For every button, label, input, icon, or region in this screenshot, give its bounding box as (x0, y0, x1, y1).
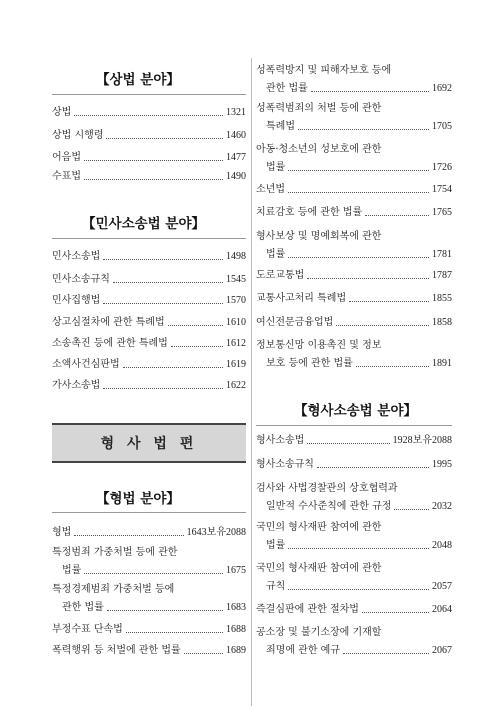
toc-entry[interactable]: 소년법 1754 (256, 184, 452, 195)
toc-entry[interactable]: 도로교통법 1787 (256, 270, 452, 281)
section-heading-civil-procedure: 【민사소송법 분야】 (82, 216, 205, 232)
toc-entry[interactable]: 성폭력방지 및 피해자보호 등에 관한 법률 1692 (256, 65, 452, 94)
toc-entry[interactable]: 수표법 1490 (52, 171, 246, 182)
toc-entry[interactable]: 아동·청소년의 성보호에 관한 법률 1726 (256, 144, 452, 173)
toc-entry[interactable]: 성폭력범죄의 처벌 등에 관한 특례법 1705 (256, 103, 452, 132)
part-title-criminal-law: 형 사 법 편 (52, 423, 246, 463)
toc-entry[interactable]: 소송촉진 등에 관한 특례법 1612 (52, 338, 246, 349)
toc-entry[interactable]: 국민의 형사재판 참여에 관한 법률 2048 (256, 522, 452, 551)
left-column-criminal (52, 0, 246, 709)
toc-entry[interactable]: 즉결심판에 관한 절차법 2064 (256, 604, 452, 615)
toc-entry[interactable]: 치료감호 등에 관한 법률 1765 (256, 207, 452, 218)
toc-entry[interactable]: 가사소송법 1622 (52, 380, 246, 391)
column-divider (251, 58, 252, 706)
toc-entry[interactable]: 어음법 1477 (52, 152, 246, 163)
toc-entry[interactable]: 상법 1321 (52, 107, 246, 118)
toc-entry[interactable]: 상고심절차에 관한 특례법 1610 (52, 317, 246, 328)
toc-entry[interactable]: 부정수표 단속법 1688 (52, 624, 246, 635)
toc-entry[interactable]: 특정경제범죄 가중처벌 등에 관한 법률 1683 (52, 584, 246, 613)
toc-entry[interactable]: 민사소송법 1498 (52, 251, 246, 262)
toc-entry[interactable]: 폭력행위 등 처벌에 관한 법률 1689 (52, 645, 246, 656)
toc-entry[interactable]: 형사소송규칙 1995 (256, 459, 452, 470)
section-heading-commercial: 【상법 분야】 (96, 72, 180, 88)
toc-entry[interactable]: 교통사고처리 특례법 1855 (256, 293, 452, 304)
toc-entry[interactable]: 소액사건심판법 1619 (52, 359, 246, 370)
toc-entry[interactable]: 공소장 및 불기소장에 기재할 죄명에 관한 예규 2067 (256, 627, 452, 656)
toc-entry[interactable]: 상법 시행령 1460 (52, 130, 246, 141)
toc-entry[interactable]: 민사소송규칙 1545 (52, 274, 246, 285)
toc-entry[interactable]: 국민의 형사재판 참여에 관한 규칙 2057 (256, 563, 452, 592)
toc-entry[interactable]: 특정범죄 가중처벌 등에 관한 법률 1675 (52, 547, 246, 576)
toc-entry[interactable]: 검사와 사법경찰관의 상호협력과 일반적 수사준칙에 관한 규정 2032 (256, 483, 452, 512)
section-rule (52, 512, 246, 513)
toc-entry[interactable]: 형사보상 및 명예회복에 관한 법률 1781 (256, 231, 452, 260)
section-rule (256, 425, 452, 426)
section-heading-criminal-procedure: 【형사소송법 분야】 (294, 403, 417, 419)
toc-entry[interactable]: 정보통신망 이용촉진 및 정보 보호 등에 관한 법률 1891 (256, 340, 452, 369)
toc-entry[interactable]: 민사집행법 1570 (52, 295, 246, 306)
toc-entry[interactable]: 형사소송법 1928보유2088 (256, 435, 452, 446)
right-column (256, 0, 452, 709)
toc-entry[interactable]: 여신전문금융업법 1858 (256, 317, 452, 328)
toc-entry[interactable]: 형법 1643보유2088 (52, 527, 246, 538)
section-heading-criminal: 【형법 분야】 (96, 491, 180, 507)
